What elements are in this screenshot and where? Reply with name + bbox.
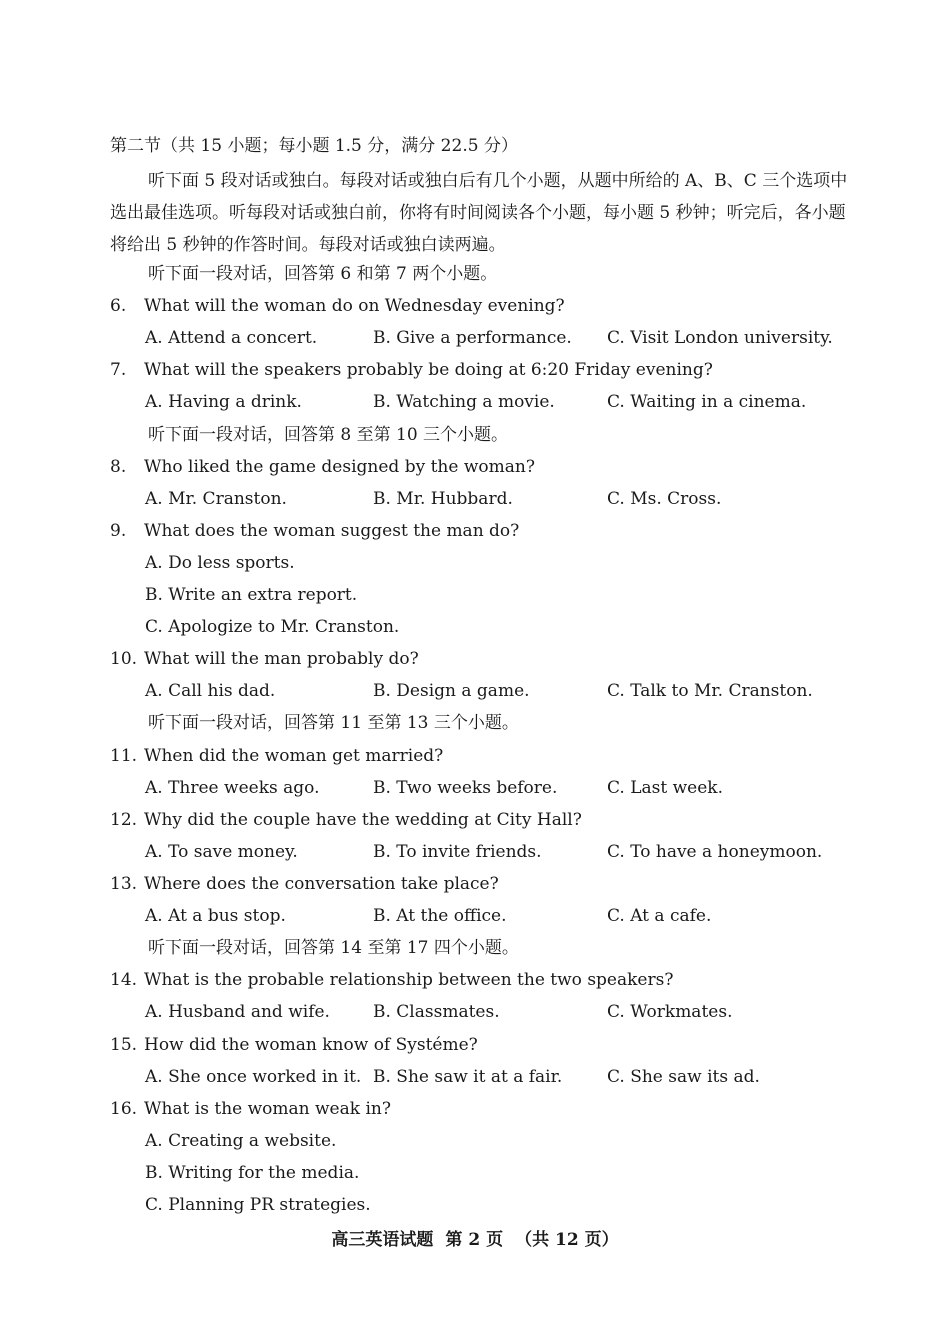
question-text: What will the man probably do? xyxy=(144,649,419,669)
question-number: 11. xyxy=(110,746,138,766)
option-b: B. Writing for the media. xyxy=(145,1163,360,1183)
option-a: A. To save money. xyxy=(145,842,298,862)
option-b: B. Mr. Hubbard. xyxy=(373,489,513,509)
question-text: What is the woman weak in? xyxy=(144,1099,391,1119)
question-number: 10. xyxy=(110,649,138,669)
question-number: 6. xyxy=(110,296,127,316)
question-number: 14. xyxy=(110,970,138,990)
question-number: 7. xyxy=(110,360,127,380)
question-text: Where does the conversation take place? xyxy=(144,874,499,894)
option-b: B. Give a performance. xyxy=(373,328,572,348)
section-heading: 第二节（共 15 小题；每小题 1.5 分，满分 22.5 分） xyxy=(110,136,518,156)
question-10 xyxy=(110,647,850,671)
option-a: A. Creating a website. xyxy=(145,1131,337,1151)
option-c: C. Planning PR strategies. xyxy=(145,1195,371,1215)
question-14 xyxy=(110,968,850,992)
option-b: B. Write an extra report. xyxy=(145,585,358,605)
option-c: C. Visit London university. xyxy=(607,328,833,348)
question-7 xyxy=(110,358,850,382)
option-b: B. Two weeks before. xyxy=(373,778,558,798)
question-6 xyxy=(110,294,850,318)
option-a: A. Three weeks ago. xyxy=(145,778,320,798)
question-number: 12. xyxy=(110,810,138,830)
option-b: B. Classmates. xyxy=(373,1002,500,1022)
option-c: C. Talk to Mr. Cranston. xyxy=(607,681,813,701)
option-b: B. To invite friends. xyxy=(373,842,542,862)
option-a: A. Call his dad. xyxy=(145,681,276,701)
dialogue-prompt-1: 听下面一段对话，回答第 6 和第 7 两个小题。 xyxy=(148,264,498,284)
question-15 xyxy=(110,1033,850,1057)
question-number: 13. xyxy=(110,874,138,894)
question-16 xyxy=(110,1097,850,1121)
option-b: B. Design a game. xyxy=(373,681,530,701)
option-a: A. Mr. Cranston. xyxy=(145,489,287,509)
question-text: When did the woman get married? xyxy=(144,746,444,766)
exam-title: 高三英语试题 xyxy=(331,1230,434,1250)
option-a: A. Having a drink. xyxy=(145,392,302,412)
option-a: A. She once worked in it. xyxy=(145,1067,362,1087)
dialogue-prompt-2: 听下面一段对话，回答第 8 至第 10 三个小题。 xyxy=(148,425,509,445)
option-b: B. At the office. xyxy=(373,906,507,926)
option-c: C. At a cafe. xyxy=(607,906,712,926)
question-number: 16. xyxy=(110,1099,138,1119)
option-c: C. Workmates. xyxy=(607,1002,733,1022)
page-total: （共 12 页） xyxy=(515,1230,619,1250)
option-b: B. Watching a movie. xyxy=(373,392,555,412)
option-a: A. At a bus stop. xyxy=(145,906,286,926)
question-text: Who liked the game designed by the woman? xyxy=(144,457,535,477)
question-text: What will the speakers probably be doing at 6:20 Friday evening? xyxy=(144,360,713,380)
question-text: What does the woman suggest the man do? xyxy=(144,521,520,541)
question-text: Why did the couple have the wedding at City Hall? xyxy=(144,810,582,830)
question-8 xyxy=(110,455,850,479)
question-13 xyxy=(110,872,850,896)
question-text: What will the woman do on Wednesday evening? xyxy=(144,296,565,316)
option-a: A. Do less sports. xyxy=(145,553,295,573)
question-11 xyxy=(110,744,850,768)
section-instructions: 听下面 5 段对话或独白。每段对话或独白后有几个小题，从题中所给的 A、B、C 三个选项中选出最佳选项。听每段对话或独白前，你将有时间阅读各个小题，每小题 5 秒钟；听完后，各小题将给出 5 秒钟的作答时间。每段对话或独白读两遍。 xyxy=(110,171,848,255)
option-a: A. Attend a concert. xyxy=(145,328,318,348)
question-text: How did the woman know of Systéme? xyxy=(144,1035,478,1055)
dialogue-prompt-4: 听下面一段对话，回答第 14 至第 17 四个小题。 xyxy=(148,938,519,958)
option-c: C. Waiting in a cinema. xyxy=(607,392,807,412)
option-c: C. Last week. xyxy=(607,778,723,798)
option-b: B. She saw it at a fair. xyxy=(373,1067,563,1087)
question-number: 8. xyxy=(110,457,127,477)
option-c: C. Ms. Cross. xyxy=(607,489,722,509)
dialogue-prompt-3: 听下面一段对话，回答第 11 至第 13 三个小题。 xyxy=(148,713,519,733)
option-c: C. Apologize to Mr. Cranston. xyxy=(145,617,400,637)
question-number: 15. xyxy=(110,1035,138,1055)
option-c: C. To have a honeymoon. xyxy=(607,842,823,862)
question-9 xyxy=(110,519,850,543)
option-c: C. She saw its ad. xyxy=(607,1067,760,1087)
question-number: 9. xyxy=(110,521,127,541)
question-text: What is the probable relationship between the two speakers? xyxy=(144,970,674,990)
question-12 xyxy=(110,808,850,832)
page-footer xyxy=(0,1228,950,1252)
page-number: 第 2 页 xyxy=(445,1230,504,1250)
option-a: A. Husband and wife. xyxy=(145,1002,330,1022)
